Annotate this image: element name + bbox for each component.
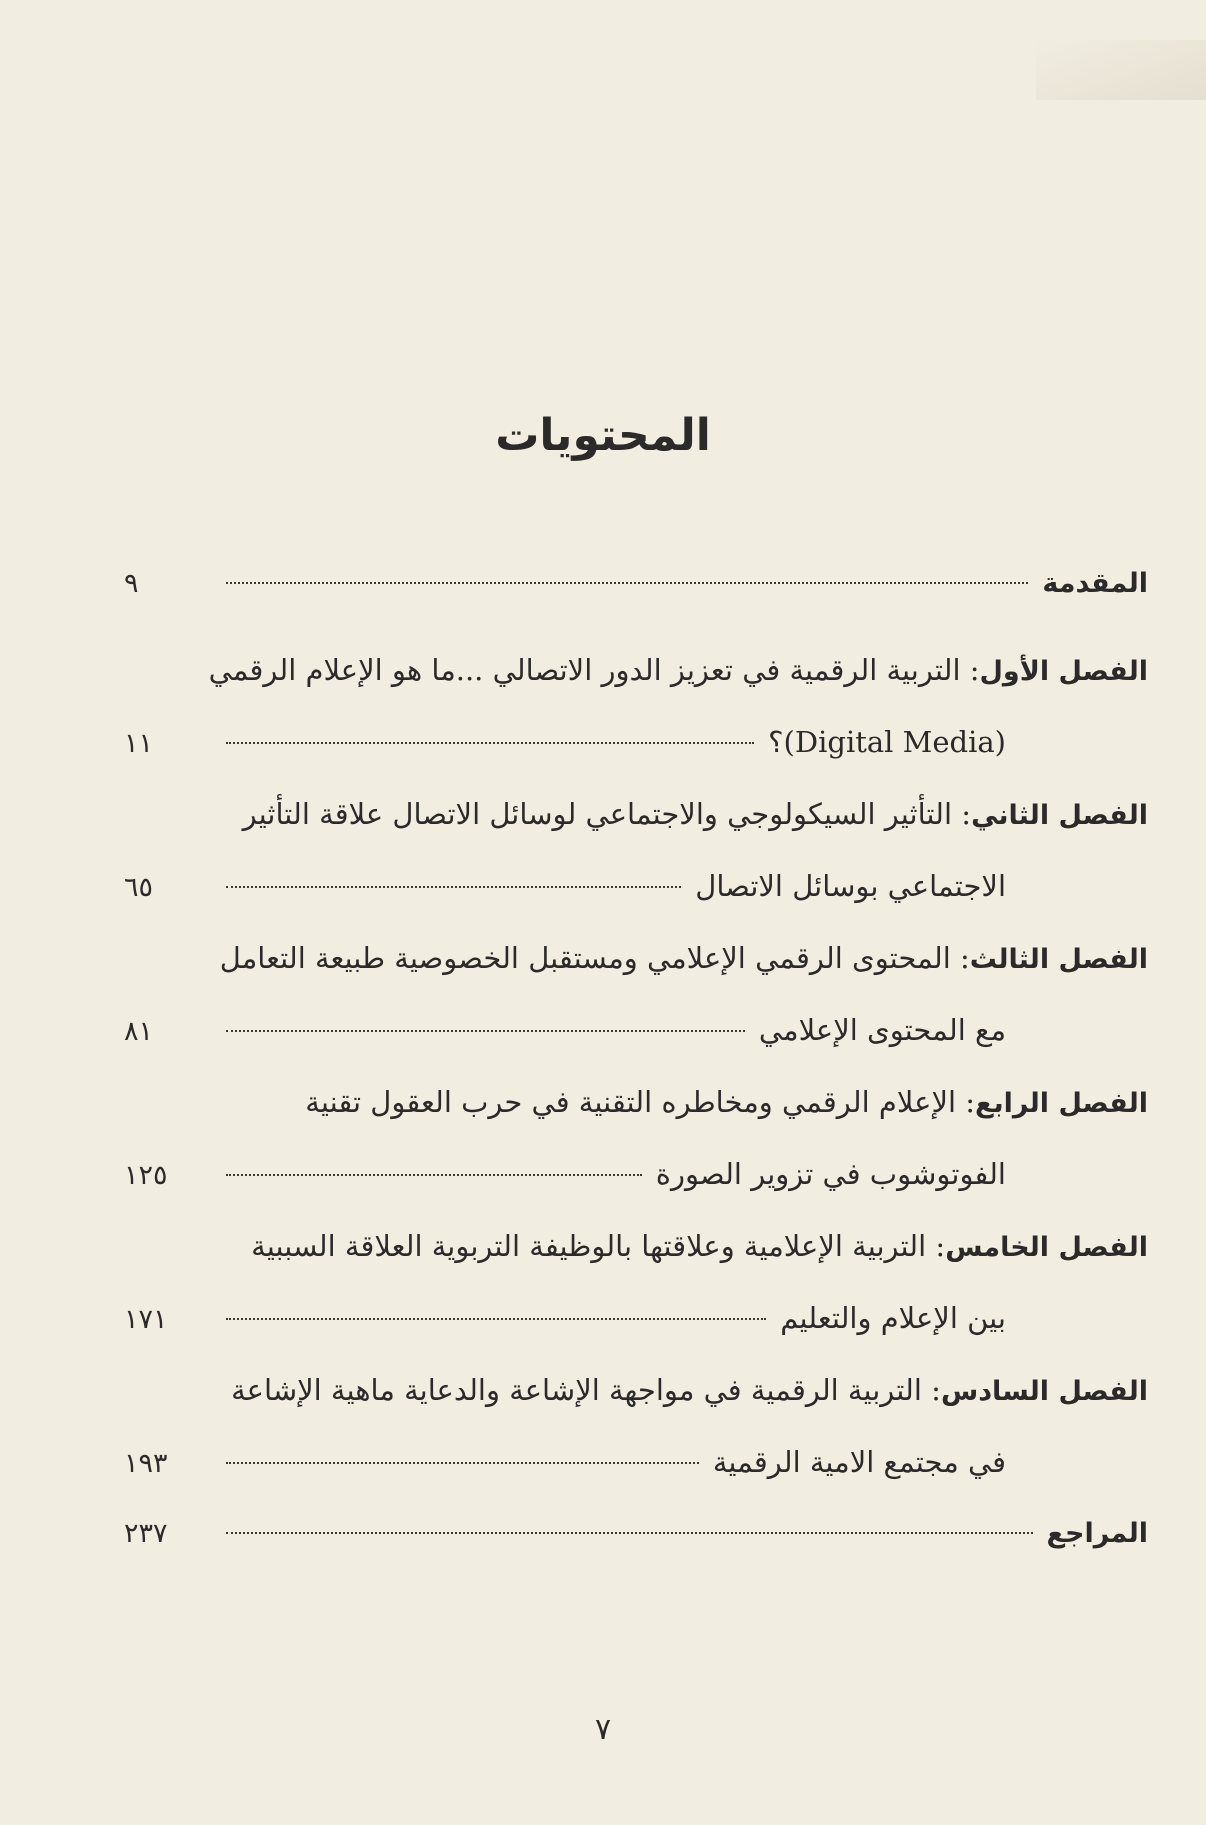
toc-page-number: ٩ [124,568,139,599]
toc-entry-label: الفصل السادس [940,1376,1148,1407]
dot-leader [226,1462,699,1464]
toc-page-number: ١٩٣ [124,1448,168,1479]
toc-page-number: ٨١ [124,1016,154,1047]
toc-entry-title-cont: بين الإعلام والتعليم [780,1301,1006,1335]
toc-entry-references [124,1498,1148,1570]
toc-page-number: ٢٣٧ [124,1518,168,1549]
toc-page-number: ٦٥ [124,872,154,903]
dot-leader [226,1318,766,1320]
paper-smudge [1036,40,1206,100]
toc-entry-label: المراجع [1046,1518,1148,1549]
toc-entry-title-cont: الاجتماعي بوسائل الاتصال [695,869,1006,903]
table-of-contents [124,548,1148,1570]
dot-leader [226,582,1028,584]
toc-page-number: ١١ [124,728,154,759]
toc-entry-label: الفصل الثالث [969,944,1148,975]
toc-entry-label: الفصل الرابع [975,1088,1148,1119]
page-title: المحتويات [495,410,711,461]
toc-entry-chapter-2 [124,778,1148,922]
toc-entry-title-cont: مع المحتوى الإعلامي [758,1013,1006,1047]
toc-entry-title-cont: (Digital Media)؟ [768,725,1006,759]
dot-leader [226,742,754,744]
toc-entry-label: الفصل الخامس [945,1232,1148,1263]
toc-entry-chapter-5 [124,1210,1148,1354]
dot-leader [226,1030,745,1032]
toc-entry-title: : التربية الإعلامية وعلاقتها بالوظيفة التربوية العلاقة السببية [251,1229,946,1263]
toc-entry-title: : المحتوى الرقمي الإعلامي ومستقبل الخصوصية طبيعة التعامل [219,941,970,975]
dot-leader [226,1174,642,1176]
toc-entry-title-cont: الفوتوشوب في تزوير الصورة [655,1157,1006,1191]
page-number: ٧ [594,1712,612,1747]
toc-entry-title: : التربية الرقمية في مواجهة الإشاعة والدعاية ماهية الإشاعة [231,1373,941,1407]
toc-entry-title: : التربية الرقمية في تعزيز الدور الاتصالي ...ما هو الإعلام الرقمي [208,653,980,687]
toc-entry-chapter-1 [124,634,1148,778]
toc-entry-introduction [124,548,1148,620]
toc-entry-chapter-6 [124,1354,1148,1498]
toc-entry-chapter-3 [124,922,1148,1066]
toc-page-number: ١٢٥ [124,1160,168,1191]
dot-leader [226,886,681,888]
toc-page-number: ١٧١ [124,1304,168,1335]
dot-leader [226,1532,1033,1534]
toc-entry-title: : الإعلام الرقمي ومخاطره التقنية في حرب العقول تقنية [305,1085,976,1119]
toc-entry-label: الفصل الثاني [971,800,1148,831]
toc-entry-title: : التأثير السيكولوجي والاجتماعي لوسائل الاتصال علاقة التأثير [242,797,972,831]
toc-entry-label: الفصل الأول [979,656,1148,687]
toc-entry-label: المقدمة [1042,568,1148,599]
toc-entry-title-cont: في مجتمع الامية الرقمية [712,1445,1006,1479]
toc-entry-chapter-4 [124,1066,1148,1210]
